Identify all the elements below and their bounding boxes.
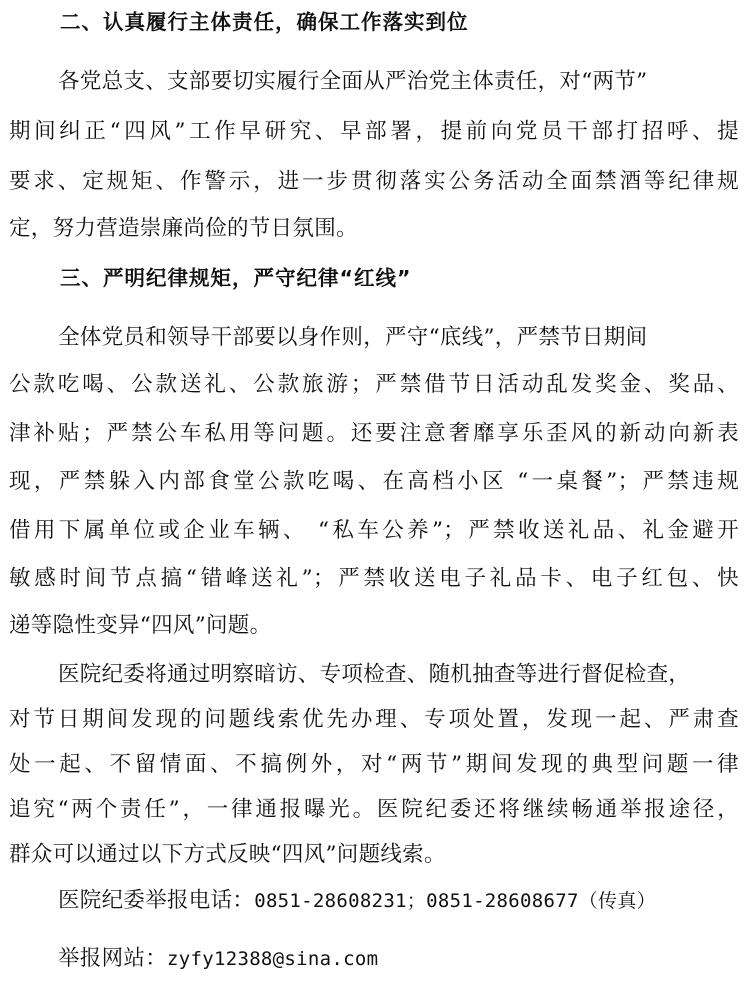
paragraph-line: 敏感时间节点搞“错峰送礼”；严禁收送电子礼品卡、电子红包、快 — [9, 566, 739, 591]
paragraph-line: 处一起、不留情面、不搞例外，对“两节”期间发现的典型问题一律 — [9, 752, 739, 777]
paragraph-line: 递等隐性变异“四风”问题。 — [9, 613, 272, 638]
paragraph-line: 公款吃喝、公款送礼、公款旅游；严禁借节日活动乱发奖金、奖品、 — [9, 372, 739, 397]
phone-contact — [58, 886, 738, 916]
paragraph-line: 津补贴；严禁公车私用等问题。还要注意奢靡享乐歪风的新动向新表 — [9, 421, 739, 446]
phone-number: 0851-28608231；0851-28608677（传真） — [254, 890, 656, 912]
paragraph-line: 各党总支、支部要切实履行全面从严治党主体责任，对“两节” — [58, 69, 648, 94]
section-heading: 三、严明纪律规矩，严守纪律“红线” — [60, 266, 412, 290]
phone-label: 医院纪委举报电话： — [58, 888, 255, 913]
paragraph-line: 要求、定规矩、作警示，进一步贯彻落实公务活动全面禁酒等纪律规 — [9, 169, 739, 194]
paragraph-line: 医院纪委将通过明察暗访、专项检查、随机抽查等进行督促检查， — [58, 662, 691, 687]
website-row — [58, 944, 658, 974]
paragraph-line: 现，严禁躲入内部食堂公款吃喝、在高档小区 “一桌餐”；严禁违规 — [9, 469, 739, 494]
paragraph-line: 借用下属单位或企业车辆、 “私车公养”；严禁收送礼品、礼金避开 — [9, 518, 739, 543]
paragraph-line: 对节日期间发现的问题线索优先办理、专项处置，发现一起、严肃查 — [9, 707, 739, 732]
website-label: 举报网站： — [58, 946, 168, 971]
paragraph-line: 全体党员和领导干部要以身作则，严守“底线”，严禁节日期间 — [58, 325, 648, 350]
section-heading: 二、认真履行主体责任，确保工作落实到位 — [60, 10, 469, 34]
paragraph-line: 群众可以通过以下方式反映“四风”问题线索。 — [9, 842, 446, 867]
paragraph-line: 期间纠正“四风”工作早研究、早部署，提前向党员干部打招呼、提 — [9, 119, 739, 144]
paragraph-line: 追究“两个责任”，一律通报曝光。医院纪委还将继续畅通举报途径， — [9, 797, 739, 822]
paragraph-line: 定，努力营造崇廉尚俭的节日氛围。 — [9, 216, 358, 241]
website-link[interactable]: zyfy12388@sina.com — [167, 948, 379, 970]
